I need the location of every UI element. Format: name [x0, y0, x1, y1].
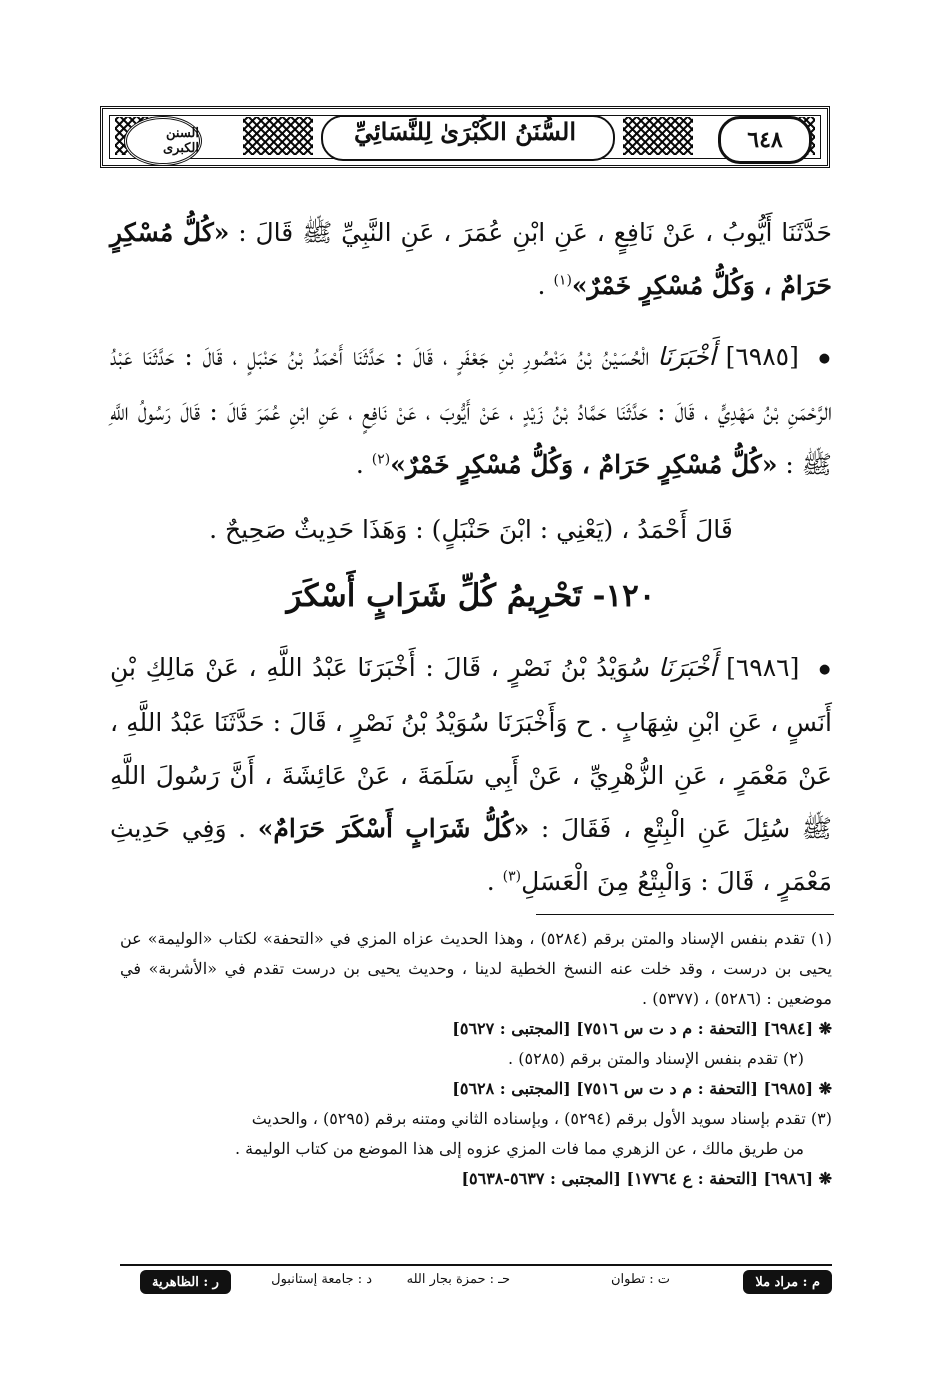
siglum-r: ر : الظاهرية — [140, 1270, 231, 1294]
reference-6986: ❋ [٦٩٨٦] [التحفة : ع ١٧٧٦٤] [المجتبى : ٥٦٣٧-٥٦٣٨] — [120, 1164, 832, 1194]
footnote-marker: (١) — [553, 272, 572, 289]
chapter-heading: ١٢٠- تَحْرِيمُ كُلِّ شَرَابٍ أَسْكَرَ — [286, 578, 656, 614]
narration-word: أَخْبَرَنَا — [658, 653, 717, 682]
siglum-d: د : جامعة إستانبول — [271, 1272, 372, 1287]
page-number: ٦٤٨ — [718, 116, 812, 164]
footnote-marker: (٣) — [502, 868, 522, 885]
footer-rule — [120, 1264, 832, 1266]
hadith-continuation — [110, 206, 832, 312]
ahmad-comment: قَالَ أَحْمَدُ ، (يَعْنِي : ابْنَ حَنْبَلٍ) : وَهَذَا حَدِيثٌ صَحِيحٌ . — [209, 515, 733, 544]
main-text — [110, 206, 832, 908]
footnotes — [120, 924, 832, 1194]
reference-6984: ❋ [٦٩٨٤] [التحفة : م د ت س ٧٥١٦] [المجتبى : ٥٦٢٧] — [120, 1014, 832, 1044]
punctuation: . — [537, 271, 554, 300]
reference-6985: ❋ [٦٩٨٥] [التحفة : م د ت س ٧٥١٦] [المجتبى : ٥٦٢٨] — [120, 1074, 832, 1104]
hadith-text: الْحُسَيْنُ بْنُ مَنْصُورِ بْنِ جَعْفَرٍ ، قَالَ : حَدَّثَنَا أَحْمَدُ بْنُ حَنْبَلٍ ، قَالَ : حَدَّثَنَا عَبْدُ الرَّحْمَنِ بْنُ مَهْدِيٍّ ، قَالَ : حَدَّثَنَا حَمَّادُ بْنُ زَيْدٍ ، عَنْ أَيُّوبَ ، عَنْ نَافِعٍ ، عَنِ ابْنِ عُمَرَ قَالَ : قَالَ رَسُولُ اللَّهِ ﷺ : — [110, 342, 832, 479]
footnote-2: (٢) تقدم بنفس الإسناد والمتن برقم (٥٢٨٥) . — [508, 1049, 804, 1068]
hadith-number: [٦٩٨٥] — [725, 342, 799, 371]
siglum-m: م : مراد ملا — [743, 1270, 832, 1294]
punctuation: . — [486, 867, 503, 896]
footnote-3-continued: من طريق مالك ، عن الزهري مما فات المزي عزوه إلى هذا الموضع من كتاب الوليمة . — [234, 1139, 804, 1158]
manuscript-sigla — [120, 1270, 832, 1304]
narration-word: أَخْبَرَنَا — [657, 342, 716, 371]
footnote-separator — [536, 914, 834, 915]
hadith-number: [٦٩٨٦] — [726, 653, 800, 682]
book-title: السُّنَنُ الكُبْرَىٰ لِلنَّسَائِيِّ — [340, 117, 590, 146]
punctuation: . — [355, 450, 372, 479]
hadith-text: سُوَيْدُ بْنُ نَصْرٍ ، قَالَ : أَخْبَرَنَا عَبْدُ اللَّهِ ، عَنْ مَالِكِ بْنِ أَنَسٍ ، عَنِ ابْنِ شِهَابٍ . ح وَأَخْبَرَنَا سُوَيْدُ بْنُ نَصْرٍ ، قَالَ : حَدَّثَنَا عَبْدُ اللَّهِ ، عَنْ مَعْمَرٍ ، عَنِ الزُّهْرِيِّ ، عَنْ أَبِي سَلَمَةَ ، عَنْ عَائِشَةَ ، أَنَّ رَسُولَ اللَّهِ ﷺ سُئِلَ عَنِ الْبِتْعِ ، فَقَالَ : — [110, 653, 832, 843]
header-ornament — [243, 117, 313, 155]
hadith-6985 — [110, 330, 832, 491]
siglum-h: حـ : حمزة بجار الله — [406, 1272, 510, 1287]
footnote-3: (٣) تقدم بإسناد سويد الأول برقم (٥٢٩٤) ، وبإسناده الثاني ومتنه برقم (٥٢٩٥) ، والحديث — [251, 1109, 832, 1128]
header-ornament — [623, 117, 693, 155]
hadith-quote: «كُلُّ شَرَابٍ أَسْكَرَ حَرَامٌ» — [257, 814, 530, 843]
footnote-1: (١) تقدم بنفس الإسناد والمتن برقم (٥٢٨٤) ، وهذا الحديث عزاه المزي في «التحفة» لكتاب «الوليمة» عن يحيى بن درست ، وقد خلت عنه النسخ الخطية لدينا ، وحديث يحيى بن درست تقدم في «الأشربة» في موضعين : (٥٢٨٦) ، (٥٣٧٧) . — [120, 929, 832, 1008]
hadith-text: . وَفِي حَدِيثِ مَعْمَرٍ ، قَالَ : وَالْبِتْعُ مِنَ الْعَسَلِ — [110, 814, 832, 896]
hadith-6986 — [110, 641, 832, 908]
siglum-t: ت : تطوان — [610, 1272, 670, 1287]
book-logo: السنن الكبرى — [124, 116, 202, 166]
hadith-text: حَدَّثَنَا أَيُّوبُ ، عَنْ نَافِعٍ ، عَنِ ابْنِ عُمَرَ ، عَنِ النَّبِيِّ ﷺ قَالَ : — [229, 218, 832, 247]
hadith-quote: «كُلُّ مُسْكِرٍ حَرَامٌ ، وَكُلُّ مُسْكِرٍ خَمْرٌ» — [110, 218, 832, 300]
hadith-quote: «كُلُّ مُسْكِرٍ حَرَامٌ ، وَكُلُّ مُسْكِرٍ خَمْرٌ» — [390, 450, 778, 479]
footnote-marker: (٢) — [371, 451, 391, 468]
